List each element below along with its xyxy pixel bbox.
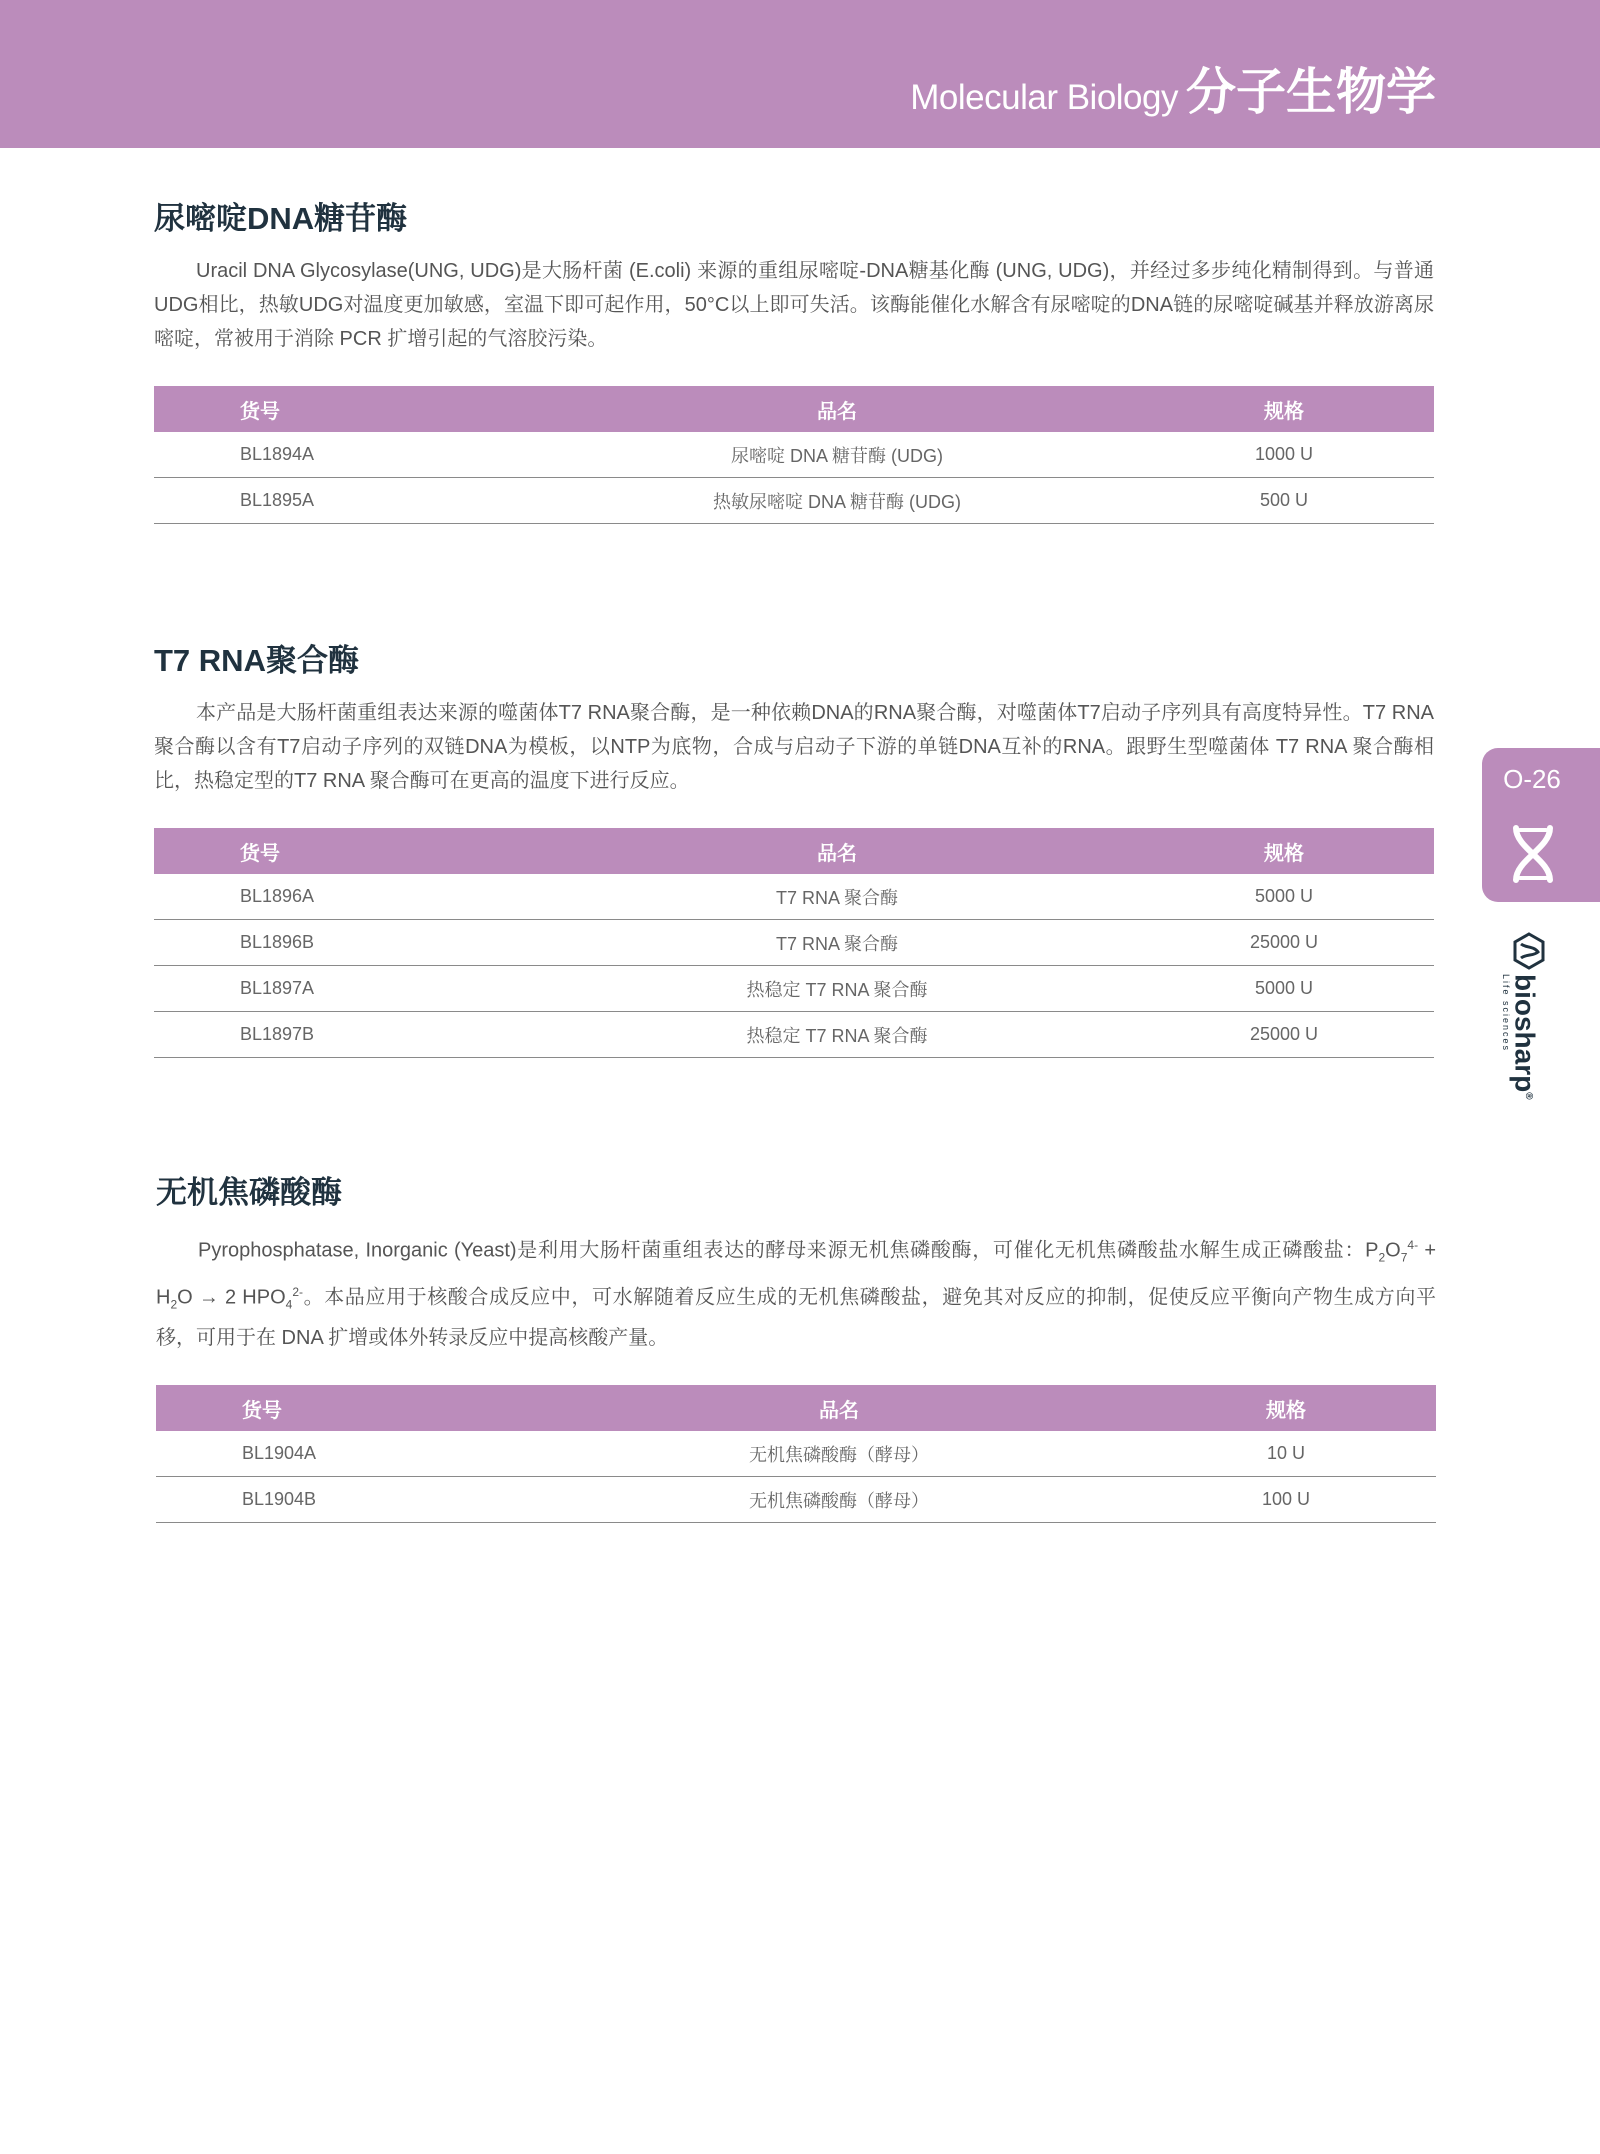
table-row xyxy=(154,874,1434,920)
column-header-name: 品名 xyxy=(542,1385,1136,1431)
page-title xyxy=(910,52,1436,124)
product-name-cell: 热敏尿嘧啶 DNA 糖苷酶 (UDG) xyxy=(540,478,1134,524)
column-header-spec: 规格 xyxy=(1136,1385,1436,1431)
column-header-catalog: 货号 xyxy=(154,828,540,874)
catalog-cell: BL1894A xyxy=(154,432,540,478)
brand-logo xyxy=(1500,932,1548,1102)
desc-superscript: 2- xyxy=(292,1284,303,1299)
page-number: O-26 xyxy=(1503,764,1561,794)
product-table xyxy=(154,828,1434,1058)
spec-cell: 1000 U xyxy=(1134,432,1434,478)
brand-tagline: Life sciences xyxy=(1500,974,1511,1053)
desc-subscript: 2 xyxy=(1378,1250,1386,1265)
product-table xyxy=(154,386,1434,524)
brand-name-text: biosharp xyxy=(1509,974,1541,1093)
product-name-cell: 热稳定 T7 RNA 聚合酶 xyxy=(540,1012,1134,1058)
column-header-name: 品名 xyxy=(540,386,1134,432)
table-header-row xyxy=(156,1385,1436,1431)
desc-text-part: 。本品应用于核酸合成反应中，可水解随着反应生成的无机焦磷酸盐，避免其对反应的抑制，促使反应平衡向产物生成方向平移，可用于在 DNA 扩增或体外转录反应中提高核酸产量。 xyxy=(156,1286,1436,1350)
product-name-cell: T7 RNA 聚合酶 xyxy=(540,920,1134,966)
section-description xyxy=(156,1228,1436,1355)
product-name-cell: 尿嘧啶 DNA 糖苷酶 (UDG) xyxy=(540,432,1134,478)
registered-mark: ® xyxy=(1523,1092,1534,1100)
product-name-cell: T7 RNA 聚合酶 xyxy=(540,874,1134,920)
spec-cell: 5000 U xyxy=(1134,966,1434,1012)
catalog-cell: BL1895A xyxy=(154,478,540,524)
spec-cell: 25000 U xyxy=(1134,1012,1434,1058)
table-row xyxy=(156,1431,1436,1477)
header-band xyxy=(0,0,1600,148)
biosharp-logo-icon xyxy=(1512,932,1546,970)
header-title-en: Molecular Biology xyxy=(910,78,1178,117)
desc-superscript: 4- xyxy=(1407,1238,1419,1252)
table-row xyxy=(154,478,1434,524)
section-t7-rna-polymerase xyxy=(154,640,1434,1058)
desc-subscript: 4 xyxy=(285,1297,293,1312)
section-title: 无机焦磷酸酶 xyxy=(156,1175,342,1210)
desc-text-part: + H xyxy=(156,1239,1436,1309)
dna-icon xyxy=(1508,824,1558,884)
desc-text-part: O xyxy=(1385,1239,1401,1262)
section-pyrophosphatase xyxy=(156,1172,1436,1523)
catalog-cell: BL1897B xyxy=(154,1012,540,1058)
column-header-catalog: 货号 xyxy=(154,386,540,432)
desc-subscript: 7 xyxy=(1400,1250,1408,1265)
catalog-cell: BL1904A xyxy=(156,1431,542,1477)
side-tab xyxy=(1482,748,1600,902)
brand-wordmark xyxy=(1501,974,1542,1100)
desc-subscript: 2 xyxy=(170,1297,178,1312)
section-title: 尿嘧啶DNA糖苷酶 xyxy=(154,201,408,236)
catalog-cell: BL1904B xyxy=(156,1477,542,1523)
catalog-cell: BL1897A xyxy=(154,966,540,1012)
catalog-cell: BL1896A xyxy=(154,874,540,920)
spec-cell: 25000 U xyxy=(1134,920,1434,966)
table-header-row xyxy=(154,386,1434,432)
table-row xyxy=(154,920,1434,966)
spec-cell: 500 U xyxy=(1134,478,1434,524)
table-row xyxy=(154,1012,1434,1058)
table-header-row xyxy=(154,828,1434,874)
spec-cell: 10 U xyxy=(1136,1431,1436,1477)
desc-text-part: O → 2 HPO xyxy=(177,1286,286,1309)
header-title-cn: 分子生物学 xyxy=(1186,64,1436,120)
section-description: Uracil DNA Glycosylase(UNG, UDG)是大肠杆菌 (E.coli) 来源的重组尿嘧啶-DNA糖基化酶 (UNG, UDG)，并经过多步纯化精制得到。与普通UDG相比，热敏UDG对温度更加敏感，室温下即可起作用，50°C以上即可失活。该酶能催化水解含有尿嘧啶的DNA链的尿嘧啶碱基并释放游离尿嘧啶，常被用于消除 PCR 扩增引起的气溶胶污染。 xyxy=(154,260,1434,350)
product-name-cell: 无机焦磷酸酶（酵母） xyxy=(542,1477,1136,1523)
spec-cell: 5000 U xyxy=(1134,874,1434,920)
product-name-cell: 无机焦磷酸酶（酵母） xyxy=(542,1431,1136,1477)
section-description: 本产品是大肠杆菌重组表达来源的噬菌体T7 RNA聚合酶，是一种依赖DNA的RNA聚合酶，对噬菌体T7启动子序列具有高度特异性。T7 RNA聚合酶以含有T7启动子序列的双链DNA为模板，以NTP为底物，合成与启动子下游的单链DNA互补的RNA。跟野生型噬菌体 T7 RNA 聚合酶相比，热稳定型的T7 RNA 聚合酶可在更高的温度下进行反应。 xyxy=(154,702,1434,792)
product-name-cell: 热稳定 T7 RNA 聚合酶 xyxy=(540,966,1134,1012)
column-header-spec: 规格 xyxy=(1134,828,1434,874)
column-header-catalog: 货号 xyxy=(156,1385,542,1431)
section-title: T7 RNA聚合酶 xyxy=(154,643,359,678)
column-header-spec: 规格 xyxy=(1134,386,1434,432)
section-udg xyxy=(154,198,1434,524)
brand-name xyxy=(1511,974,1542,1100)
table-row xyxy=(156,1477,1436,1523)
catalog-cell: BL1896B xyxy=(154,920,540,966)
table-row xyxy=(154,432,1434,478)
product-table xyxy=(156,1385,1436,1523)
column-header-name: 品名 xyxy=(540,828,1134,874)
table-row xyxy=(154,966,1434,1012)
desc-text-part: Pyrophosphatase, Inorganic (Yeast)是利用大肠杆菌重组表达的酵母来源无机焦磷酸酶，可催化无机焦磷酸盐水解生成正磷酸盐：P xyxy=(198,1239,1379,1262)
spec-cell: 100 U xyxy=(1136,1477,1436,1523)
